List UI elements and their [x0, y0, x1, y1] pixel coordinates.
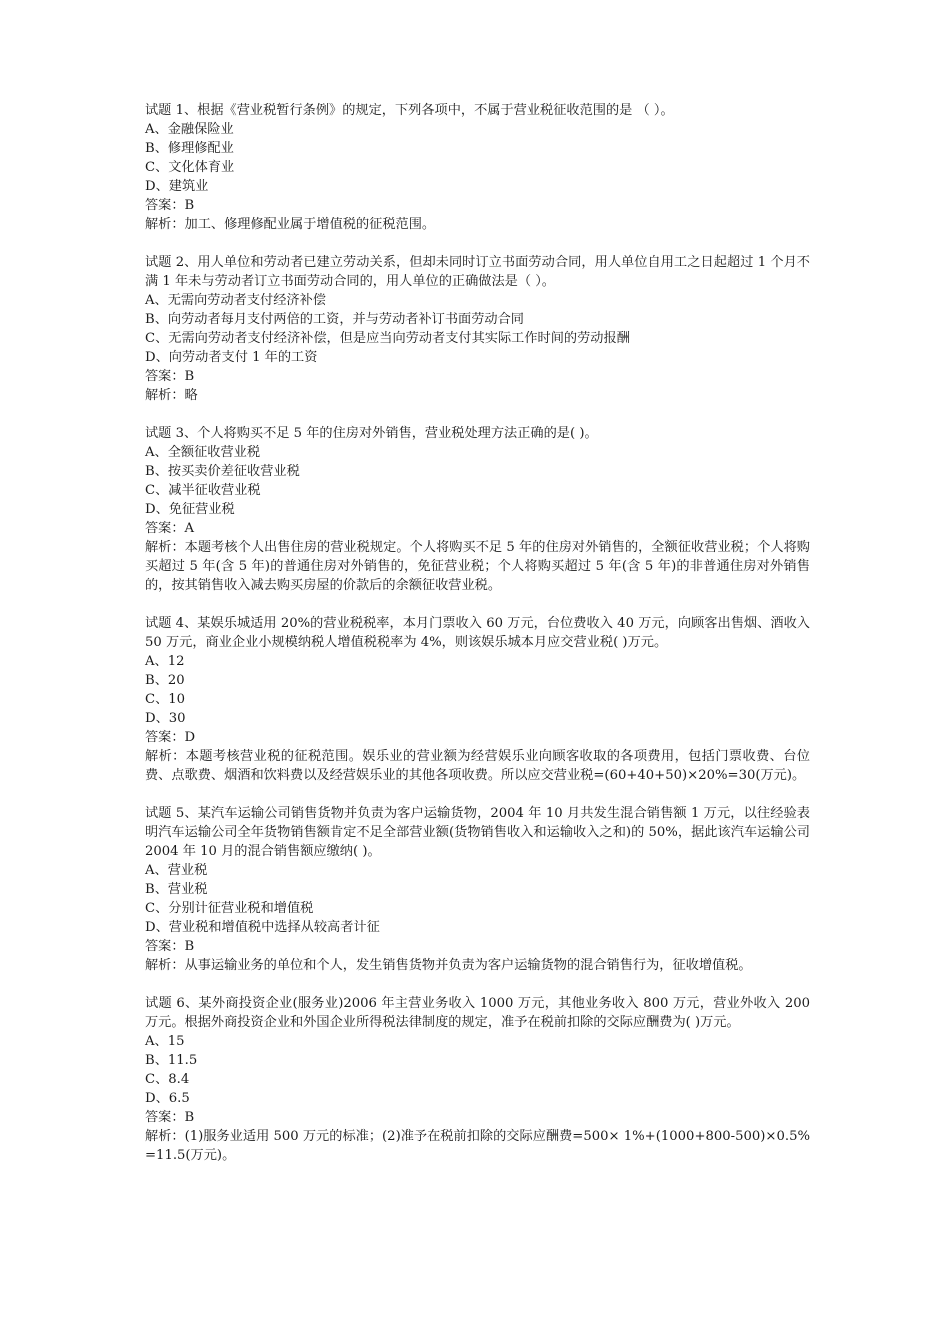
explanation: 解析：(1)服务业适用 500 万元的标准；(2)准予在税前扣除的交际应酬费=500× 1%+(1000+800-500)×0.5%=11.5(万元)。 — [145, 1129, 810, 1163]
answer: 答案：D — [145, 730, 196, 745]
explanation: 解析：加工、修理修配业属于增值税的征税范围。 — [145, 217, 436, 232]
answer: 答案：B — [145, 1110, 195, 1125]
question-3 — [145, 424, 810, 595]
question-stem: 试题 1、根据《营业税暂行条例》的规定，下列各项中，不属于营业税征收范围的是 （ ）。 — [145, 103, 674, 118]
option-c: C、文化体育业 — [145, 160, 235, 175]
explanation: 解析：从事运输业务的单位和个人，发生销售货物并负责为客户运输货物的混合销售行为，征收增值税。 — [145, 958, 752, 973]
option-b: B、20 — [145, 673, 185, 688]
option-a: A、15 — [145, 1034, 185, 1049]
option-d: D、建筑业 — [145, 179, 209, 194]
option-c: C、10 — [145, 692, 186, 707]
option-b: B、营业税 — [145, 882, 208, 897]
option-d: D、6.5 — [145, 1091, 190, 1106]
answer: 答案：B — [145, 198, 195, 213]
explanation: 解析：略 — [145, 388, 198, 403]
option-c: C、分别计征营业税和增值税 — [145, 901, 314, 916]
question-6 — [145, 994, 810, 1165]
option-a: A、营业税 — [145, 863, 208, 878]
option-a: A、全额征收营业税 — [145, 445, 261, 460]
answer: 答案：B — [145, 939, 195, 954]
option-c: C、减半征收营业税 — [145, 483, 261, 498]
question-stem: 试题 6、某外商投资企业(服务业)2006 年主营业务收入 1000 万元，其他业务收入 800 万元，营业外收入 200 万元。根据外商投资企业和外国企业所得税法律制度的规定，准予在税前扣除的交际应酬费为( )万元。 — [145, 996, 810, 1030]
question-1 — [145, 101, 810, 234]
answer: 答案：A — [145, 521, 195, 536]
option-c: C、8.4 — [145, 1072, 190, 1087]
option-c: C、无需向劳动者支付经济补偿，但是应当向劳动者支付其实际工作时间的劳动报酬 — [145, 331, 630, 346]
option-d: D、向劳动者支付 1 年的工资 — [145, 350, 318, 365]
question-stem: 试题 3、个人将购买不足 5 年的住房对外销售，营业税处理方法正确的是( )。 — [145, 426, 598, 441]
option-d: D、营业税和增值税中选择从较高者计征 — [145, 920, 380, 935]
question-stem: 试题 4、某娱乐城适用 20%的营业税税率，本月门票收入 60 万元，台位费收入 40 万元，向顾客出售烟、酒收入 50 万元，商业企业小规模纳税人增值税税率为 4%，则该娱乐城本月应交营业税( )万元。 — [145, 616, 810, 650]
question-stem: 试题 5、某汽车运输公司销售货物并负责为客户运输货物，2004 年 10 月共发生混合销售额 1 万元，以往经验表明汽车运输公司全年货物销售额肯定不足全部营业额(货物销售收入和运输收入之和)的 50%，据此该汽车运输公司 2004 年 10 月的混合销售额应缴纳( )。 — [145, 806, 810, 859]
option-a: A、无需向劳动者支付经济补偿 — [145, 293, 326, 308]
option-b: B、修理修配业 — [145, 141, 234, 156]
option-d: D、30 — [145, 711, 186, 726]
option-a: A、金融保险业 — [145, 122, 234, 137]
question-5 — [145, 804, 810, 975]
option-b: B、按买卖价差征收营业税 — [145, 464, 300, 479]
question-stem: 试题 2、用人单位和劳动者已建立劳动关系，但却未同时订立书面劳动合同，用人单位自用工之日起超过 1 个月不满 1 年未与劳动者订立书面劳动合同的，用人单位的正确做法是（ ）。 — [145, 255, 810, 289]
option-d: D、免征营业税 — [145, 502, 235, 517]
explanation: 解析：本题考核营业税的征税范围。娱乐业的营业额为经营娱乐业向顾客收取的各项费用，包括门票收费、台位费、点歌费、烟酒和饮料费以及经营娱乐业的其他各项收费。所以应交营业税=(60+40+50)×20%=30(万元)。 — [145, 749, 810, 783]
answer: 答案：B — [145, 369, 195, 384]
option-a: A、12 — [145, 654, 185, 669]
option-b: B、11.5 — [145, 1053, 198, 1068]
option-b: B、向劳动者每月支付两倍的工资，并与劳动者补订书面劳动合同 — [145, 312, 524, 327]
question-4 — [145, 614, 810, 785]
explanation: 解析：本题考核个人出售住房的营业税规定。个人将购买不足 5 年的住房对外销售的，全额征收营业税；个人将购买超过 5 年(含 5 年)的普通住房对外销售的，免征营业税；个人将购买超过 5 年(含 5 年)的非普通住房对外销售的，按其销售收入减去购买房屋的价款后的余额征收营业税。 — [145, 540, 810, 593]
document-page — [145, 101, 810, 1184]
question-2 — [145, 253, 810, 405]
